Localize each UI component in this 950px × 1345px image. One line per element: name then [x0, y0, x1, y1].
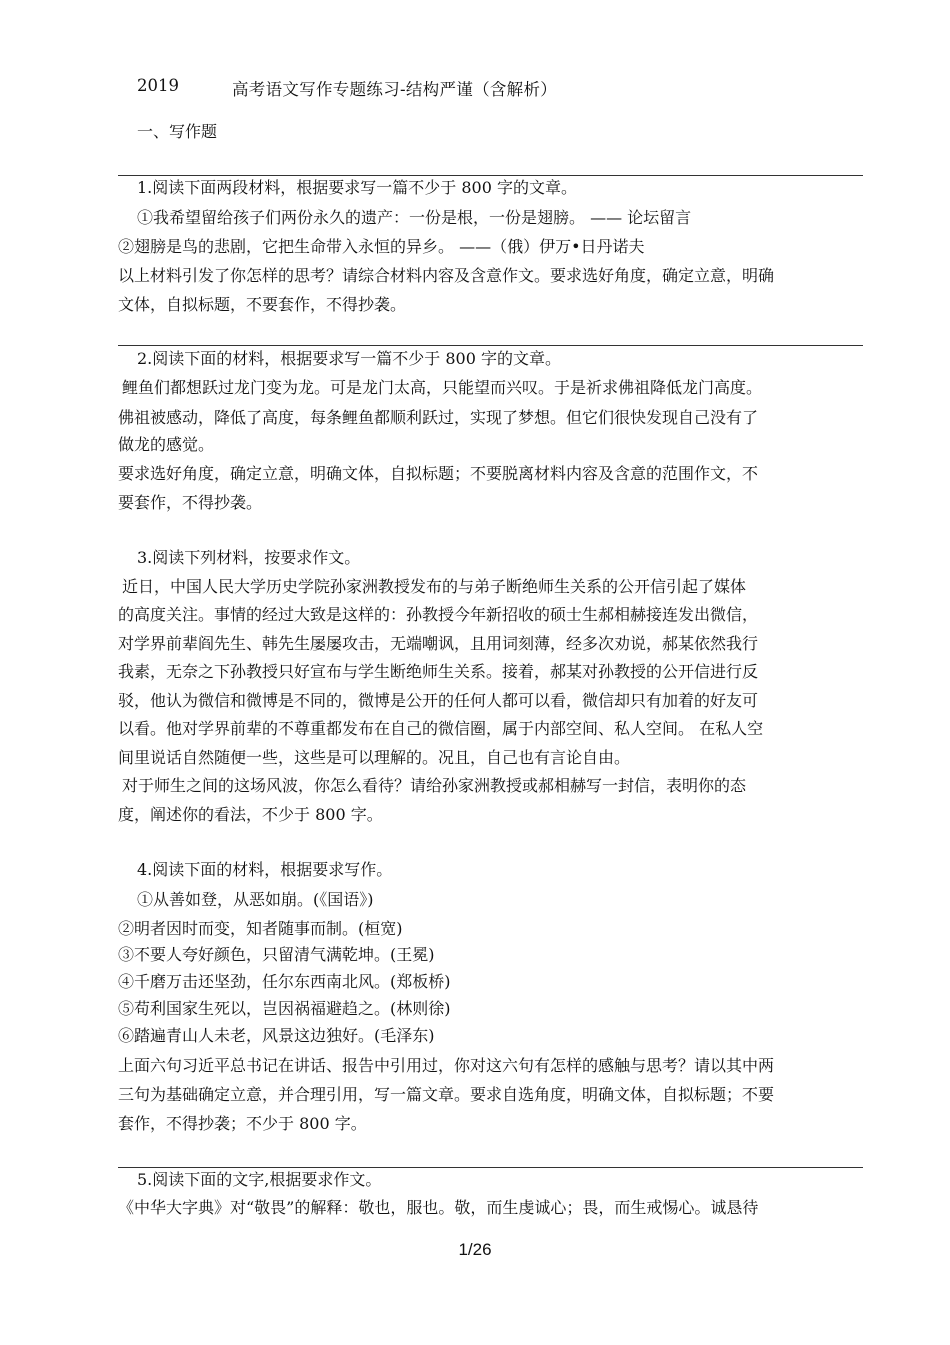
q3-line: 的高度关注。事情的经过大致是这样的：孙教授今年新招收的硕士生郝相赫接连发出微信， — [118, 605, 759, 624]
q4-quote: ⑥踏遍青山人未老，风景这边独好。(毛泽东) — [118, 1026, 435, 1045]
q5-line: 《中华大字典》对“敬畏”的解释：敬也，服也。敬，而生虔诚心；畏，而生戒惕心。诚恳待 — [118, 1198, 759, 1217]
divider-line — [118, 345, 863, 346]
q3-line: 间里说话自然随便一些，这些是可以理解的。况且，自己也有言论自由。 — [118, 748, 631, 767]
q3-line: 近日，中国人民大学历史学院孙家洲教授发布的与弟子断绝师生关系的公开信引起了媒体 — [122, 577, 747, 596]
q2-line: 做龙的感觉。 — [118, 435, 215, 454]
q4-quote: ⑤苟利国家生死以，岂因祸福避趋之。(林则徐) — [118, 999, 451, 1018]
q2-line: 佛祖被感动，降低了高度，每条鲤鱼都顺利跃过，实现了梦想。但它们很快发现自己没有了 — [118, 408, 759, 427]
q3-heading: 3.阅读下列材料，按要求作文。 — [137, 548, 361, 567]
page-number: 1/26 — [458, 1240, 492, 1259]
q4-quote: ②明者因时而变，知者随事而制。(桓宽) — [118, 919, 403, 938]
q2-line: 要求选好角度，确定立意，明确文体，自拟标题；不要脱离材料内容及含意的范围作文，不 — [118, 464, 759, 483]
q4-quote: ③不要人夸好颜色，只留清气满乾坤。(王冕) — [118, 945, 435, 964]
q3-line: 对学界前辈阎先生、韩先生屡屡攻击，无端嘲讽，且用词刻薄，经多次劝说，郝某依然我行 — [118, 634, 759, 653]
q2-line: 要套作，不得抄袭。 — [118, 493, 263, 512]
q3-line: 以看。他对学界前辈的不尊重都发布在自己的微信圈，属于内部空间、私人空间。 在私人空 — [118, 719, 764, 738]
q4-line: 套作，不得抄袭；不少于 800 字。 — [118, 1114, 367, 1133]
title-year: 2019 — [137, 76, 179, 95]
q3-line: 对于师生之间的这场风波，你怎么看待？请给孙家洲教授或郝相赫写一封信，表明你的态 — [122, 776, 747, 795]
q4-line: 三句为基础确定立意，并合理引用，写一篇文章。要求自选角度，明确文体，自拟标题；不要 — [118, 1085, 775, 1104]
q3-line: 度，阐述你的看法，不少于 800 字。 — [118, 805, 383, 824]
q1-line: 以上材料引发了你怎样的思考？请综合材料内容及含意作文。要求选好角度，确定立意，明确 — [118, 266, 775, 285]
q3-line: 我素，无奈之下孙教授只好宣布与学生断绝师生关系。接着，郝某对孙教授的公开信进行反 — [118, 662, 759, 681]
q2-line: 鲤鱼们都想跃过龙门变为龙。可是龙门太高，只能望而兴叹。于是祈求佛祖降低龙门高度。 — [122, 378, 763, 397]
q3-line: 驳，他认为微信和微博是不同的，微博是公开的任何人都可以看，微信却只有加着的好友可 — [118, 691, 759, 710]
q2-heading: 2.阅读下面的材料，根据要求写一篇不少于 800 字的文章。 — [137, 349, 561, 368]
section-heading: 一、写作题 — [137, 122, 218, 141]
divider-line — [118, 175, 863, 176]
q4-line: 上面六句习近平总书记在讲话、报告中引用过，你对这六句有怎样的感触与思考？请以其中两 — [118, 1056, 775, 1075]
q1-line: 文体，自拟标题，不要套作，不得抄袭。 — [118, 295, 407, 314]
q1-heading: 1.阅读下面两段材料，根据要求写一篇不少于 800 字的文章。 — [137, 178, 577, 197]
q5-heading: 5.阅读下面的文字,根据要求作文。 — [137, 1170, 382, 1189]
q4-quote: ①从善如登，从恶如崩。(《国语》) — [137, 890, 374, 909]
q4-heading: 4.阅读下面的材料，根据要求写作。 — [137, 860, 393, 879]
q1-line: ②翅膀是鸟的悲剧，它把生命带入永恒的异乡。 ——（俄）伊万•日丹诺夫 — [118, 237, 645, 256]
divider-line — [118, 1167, 863, 1168]
q4-quote: ④千磨万击还坚劲，任尔东西南北风。(郑板桥) — [118, 972, 451, 991]
page-title: 高考语文写作专题练习-结构严谨（含解析） — [232, 80, 558, 99]
q1-line: ①我希望留给孩子们两份永久的遗产：一份是根，一份是翅膀。 —— 论坛留言 — [137, 208, 692, 227]
